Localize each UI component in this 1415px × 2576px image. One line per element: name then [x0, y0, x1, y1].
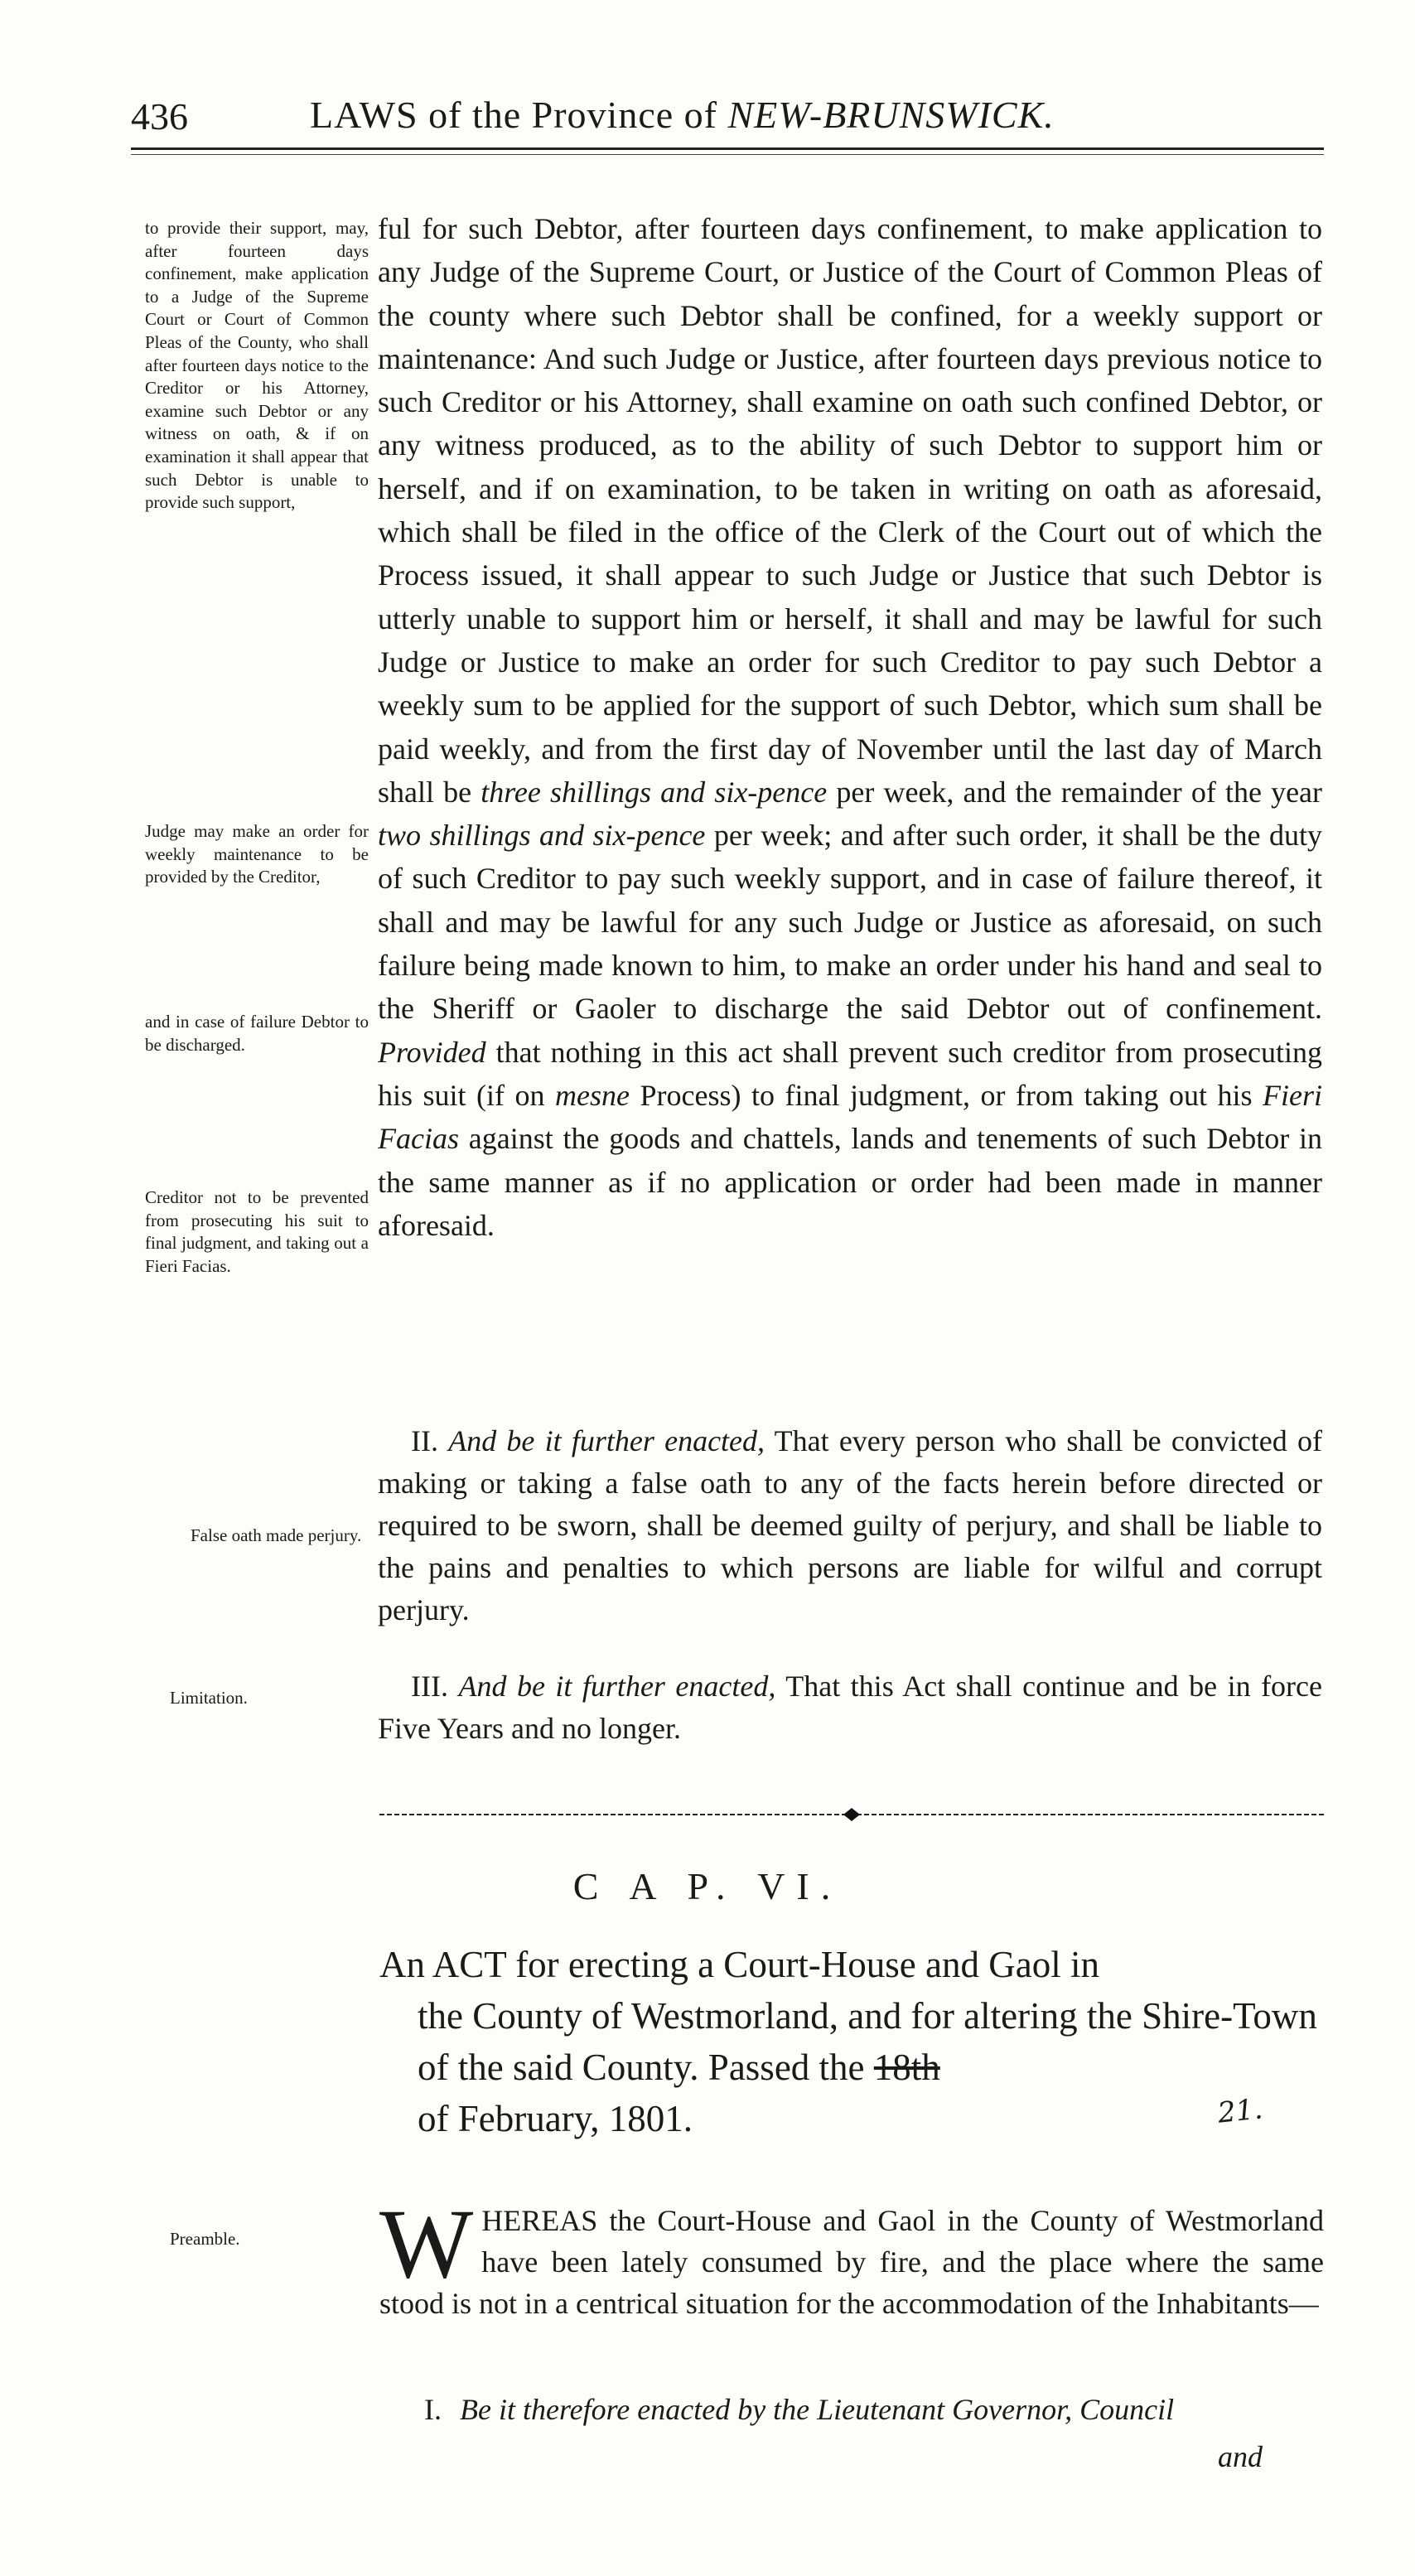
margin-note-creditor-not-prevented: Creditor not to be prevented from prosecuting his suit to final judgment, and taking out a Fieri Facias. — [145, 1187, 369, 1276]
margin-note-failure-discharge: and in case of failure Debtor to be discharged. — [145, 1012, 369, 1055]
preamble-paragraph — [379, 2188, 1324, 2324]
page-number: 436 — [131, 95, 188, 138]
italic-phrase: mesne — [555, 1078, 630, 1112]
body-paragraph-1 — [378, 207, 1322, 1247]
body-text-segment: against the goods and chattels, lands and tenements of such Debtor in the same manner as if no application or order had been made in manner aforesaid. — [378, 1122, 1323, 1242]
section-numeral: III. — [411, 1670, 448, 1703]
italic-phrase: two shillings and six-pence — [378, 819, 706, 853]
margin-note-weekly-maintenance: Judge may make an order for weekly maintenance to be provided by the Creditor, — [145, 821, 369, 887]
running-head-prefix: LAWS of the Province of — [310, 94, 717, 136]
margin-note-preamble: Preamble. — [170, 2229, 240, 2249]
italic-phrase: Fieri Facias — [378, 1078, 1322, 1156]
page-header — [131, 89, 1158, 147]
section-enacting-words: And be it further enacted, — [448, 1424, 765, 1457]
italic-phrase: Provided — [378, 1035, 486, 1069]
section-enacting-words: And be it further enacted, — [458, 1670, 776, 1703]
drop-cap: W — [379, 2188, 474, 2298]
section-numeral: II. — [411, 1424, 438, 1457]
enacting-clause — [424, 2390, 1324, 2429]
body-text-segment: per week; and after such order, it shall be the duty of such Creditor to pay such weekly support, and in case of failure thereof, it shall and may be lawful for any such Judge or Justice as aforesaid, on such failure being made known to him, to make an order under his hand and seal to the Sheriff or Gaoler to discharge the said Debtor out of confinement. — [378, 819, 1322, 1026]
handwritten-correction: 21. — [1216, 2092, 1265, 2130]
struck-date: 18th — [873, 2047, 940, 2088]
margin-note-perjury: False oath made perjury. — [191, 1525, 362, 1545]
body-text-segment: per week, and the remainder of the year — [836, 775, 1323, 809]
enacting-text: Be it therefore enacted by the Lieutenant Governor, Council — [460, 2393, 1175, 2426]
body-text-segment: Process) to final judgment, or from taking out his — [640, 1078, 1253, 1112]
section-3 — [378, 1665, 1322, 1750]
preamble-text: HEREAS the Court-House and Gaol in the County of Westmorland have been lately consumed by fire, and the place where the same stood is not in a centrical situation for the accommodation of the Inhabitants— — [379, 2204, 1324, 2320]
act-title-date: of February, 1801. — [418, 2098, 693, 2139]
section-text: That every person who shall be convicted of making or taking a false oath to any of the facts herein before directed or required to be sworn, shall be deemed guilty of perjury, and shall be liable to the pains and penalties to which persons are liable for wilful and corrupt perjury. — [378, 1424, 1322, 1626]
margin-note-limitation: Limitation. — [170, 1688, 248, 1708]
body-text-segment: ful for such Debtor, after fourteen days confinement, to make application to any Judge of the Supreme Court, or Justice of the Court of Common Pleas of the county where such Debtor shall be confined, for a weekly support or maintenance: And such Judge or Justice, after fourteen days previous notice to such Creditor or his Attorney, shall examine on oath such confined Debtor, or any witness produced, as to the ability of such Debtor to support him or herself, and if on examination, to be taken in writing on oath as aforesaid, which shall be filed in the office of the Clerk of the Court out of which the Process issued, it shall appear to such Judge or Justice that such Debtor is utterly unable to support him or herself, it shall and may be lawful for such Judge or Justice to make an order for such Creditor to pay such Debtor a weekly sum to be applied for the support of such Debtor, which sum shall be paid weekly, and from the first day of November until the last day of March shall be — [378, 212, 1322, 809]
act-title-text: the County of Westmorland, and for altering the Shire-Town of the said County. Passed the — [418, 1995, 1317, 2088]
header-rule-thin — [131, 154, 1324, 155]
chapter-heading: C A P. VI. — [572, 1865, 843, 1907]
ornamental-divider — [379, 1806, 1324, 1823]
act-title — [379, 1939, 1324, 2144]
act-title-continuation — [379, 1990, 1324, 2144]
catchword: and — [1218, 2440, 1263, 2473]
body-text-segment: that nothing in this act shall prevent such creditor from prosecuting his suit (if on — [378, 1035, 1323, 1112]
italic-phrase: three shillings and six-pence — [481, 775, 828, 809]
header-rule — [131, 147, 1324, 150]
section-2 — [378, 1420, 1322, 1631]
section-numeral: I. — [424, 2393, 442, 2426]
running-head — [310, 93, 1055, 137]
act-title-line: An ACT for erecting a Court-House and Gaol in — [379, 1944, 1099, 1985]
section-text: That this Act shall continue and be in force Five Years and no longer. — [378, 1670, 1322, 1745]
margin-note-support: to provide their support, may, after fourteen days confinement, make application to a Judge of the Supreme Court or Court of Common Pleas of the County, who shall after fourteen days notice to the Creditor or his Attorney, examine such Debtor or any witness on oath, & if on examination it shall appear that such Debtor is unable to provide such support, — [145, 218, 369, 513]
running-head-province: NEW-BRUNSWICK. — [727, 94, 1055, 136]
